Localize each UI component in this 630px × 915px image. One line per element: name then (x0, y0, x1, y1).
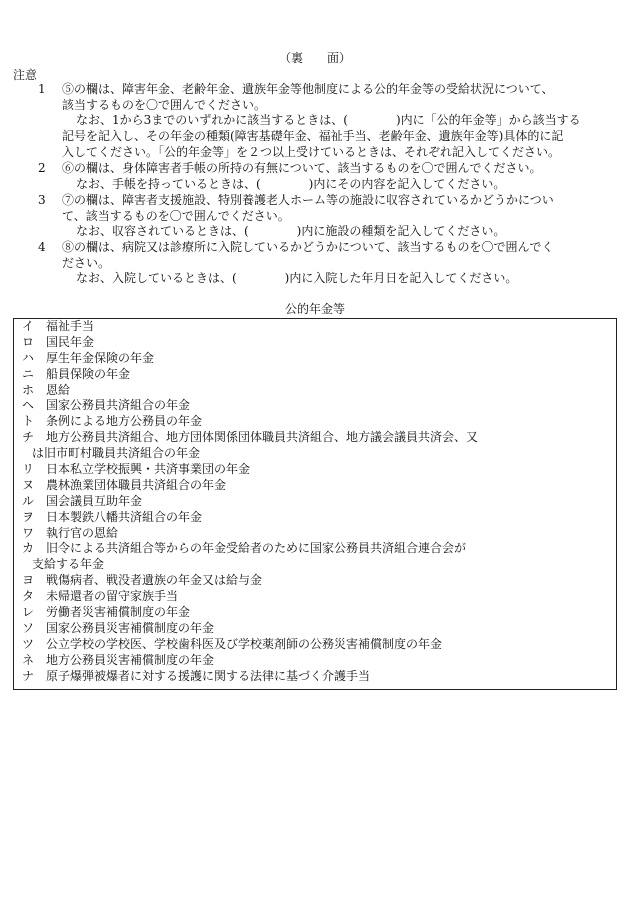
pension-kana: ヌ (22, 477, 35, 492)
note-line: ださい。 (62, 255, 111, 270)
pension-row (18, 541, 612, 557)
pension-text: 執行官の恩給 (46, 525, 119, 540)
pension-kana: ナ (22, 668, 35, 683)
pension-kana: チ (22, 430, 35, 445)
note-sub-line: なお、手帳を持っているときは、( )内にその内容を記入してください。 (76, 176, 506, 191)
pension-row (18, 414, 612, 430)
pension-text: は旧市町村職員共済組合の年金 (32, 446, 201, 461)
note-number: 1 (38, 82, 46, 96)
pension-kana: タ (22, 589, 35, 604)
pension-text: 厚生年金保険の年金 (46, 350, 155, 365)
note-3 (38, 193, 618, 240)
pension-text: 戦傷病者、戦没者遺族の年金又は給与金 (46, 573, 263, 588)
note-sub-line: なお、収容されているときは、( )内に施設の種類を記入してください。 (76, 224, 506, 239)
pension-text: 船員保険の年金 (46, 366, 131, 381)
pension-row (18, 494, 612, 510)
pension-row (18, 319, 612, 335)
pension-kana: ソ (22, 620, 35, 635)
note-sub-line: 入してください。「公的年金等」を２つ以上受けているときは、それぞれ記入してください。 (62, 144, 561, 159)
pension-text: 未帰還者の留守家族手当 (46, 589, 179, 604)
note-line: ⑦の欄は、障害者支援施設、特別養護老人ホーム等の施設に収容されているかどうかについ (62, 193, 554, 207)
pension-row (18, 605, 612, 621)
note-line: ⑧の欄は、病院又は診療所に入院しているかどうかについて、該当するものを〇で囲んでく (62, 240, 554, 254)
note-1 (38, 82, 618, 161)
pension-row (18, 335, 612, 351)
pension-text: 公立学校の学校医、学校歯科医及び学校薬剤師の公務災害補償制度の年金 (46, 636, 443, 651)
pension-row (18, 383, 612, 399)
pension-kana: ト (22, 414, 35, 429)
pension-text: 地方公務員災害補償制度の年金 (46, 652, 215, 667)
note-sub-line: なお、1から3までのいずれかに該当するときは、( )内に「公的年金等」から該当する (76, 113, 581, 128)
pension-kana: リ (22, 462, 35, 477)
note-2 (38, 161, 618, 192)
pension-row (18, 573, 612, 589)
pension-text: 日本私立学校振興・共済事業団の年金 (46, 462, 251, 477)
pension-text: 労働者災害補償制度の年金 (46, 605, 191, 620)
pension-row (18, 351, 612, 367)
pension-kana: ワ (22, 525, 35, 540)
note-line: ⑥の欄は、身体障害者手帳の所持の有無について、該当するものを〇で囲んでください。 (62, 161, 542, 175)
note-line: て、該当するものを〇で囲んでください。 (62, 208, 290, 223)
pension-kana: ツ (22, 636, 35, 651)
note-number: 4 (38, 240, 46, 254)
pension-kana: ハ (22, 350, 35, 365)
pension-row (18, 526, 612, 542)
pension-row-continuation (18, 446, 612, 462)
note-line: ⑤の欄は、障害年金、老齢年金、遺族年金等他制度による公的年金等の受給状況について、 (62, 82, 554, 96)
pension-row (18, 430, 612, 446)
note-number: 3 (38, 193, 46, 207)
pension-text: 国家公務員共済組合の年金 (46, 398, 191, 413)
pension-row (18, 367, 612, 383)
pension-kana: ネ (22, 652, 35, 667)
pension-text: 日本製鉄八幡共済組合の年金 (46, 509, 203, 524)
pension-kana: ヲ (22, 509, 35, 524)
pension-text: 国会議員互助年金 (46, 493, 143, 508)
pension-text: 条例による地方公務員の年金 (46, 414, 203, 429)
pension-text: 農林漁業団体職員共済組合の年金 (46, 477, 227, 492)
pension-table-title: 公的年金等 (284, 302, 345, 316)
pension-kana: ホ (22, 382, 35, 397)
pension-row (18, 478, 612, 494)
note-sub-line: なお、入院しているときは、( )内に入院した年月日を記入してください。 (76, 271, 518, 286)
pension-kana: カ (22, 541, 35, 556)
pension-row (18, 462, 612, 478)
pension-kana: ニ (22, 366, 35, 381)
pension-kana: ヨ (22, 573, 35, 588)
pension-kana: ヘ (22, 398, 35, 413)
pension-table (13, 318, 617, 690)
pension-row (18, 653, 612, 669)
pension-row-continuation (18, 557, 612, 573)
pension-text: 支給する年金 (32, 557, 105, 572)
page-header: （裏 面） (278, 51, 351, 65)
pension-kana: ル (22, 493, 35, 508)
pension-text: 福祉手当 (46, 319, 95, 333)
pension-text: 地方公務員共済組合、地方団体関係団体職員共済組合、地方議会議員共済会、又 (46, 430, 479, 445)
note-sub-line: 記号を記入し、その年金の種類(障害基礎年金、福祉手当、老齢年金、遺族年金等)具体的に記 (62, 129, 564, 144)
note-line: 該当するものを〇で囲んでください。 (62, 97, 267, 112)
pension-kana: イ (22, 319, 35, 333)
pension-row (18, 398, 612, 414)
notes-label: 注意 (13, 68, 38, 82)
pension-kana: レ (22, 605, 35, 620)
pension-row (18, 621, 612, 637)
pension-row (18, 510, 612, 526)
pension-text: 国家公務員災害補償制度の年金 (46, 620, 215, 635)
pension-text: 旧令による共済組合等からの年金受給者のために国家公務員共済組合連合会が (46, 541, 467, 556)
pension-text: 恩給 (46, 382, 71, 397)
note-number: 2 (38, 161, 46, 175)
pension-kana: ロ (22, 334, 35, 349)
pension-text: 国民年金 (46, 334, 95, 349)
pension-row (18, 637, 612, 653)
note-4 (38, 240, 618, 287)
pension-row (18, 669, 612, 685)
pension-row (18, 589, 612, 605)
pension-text: 原子爆弾被爆者に対する援護に関する法律に基づく介護手当 (46, 668, 371, 683)
